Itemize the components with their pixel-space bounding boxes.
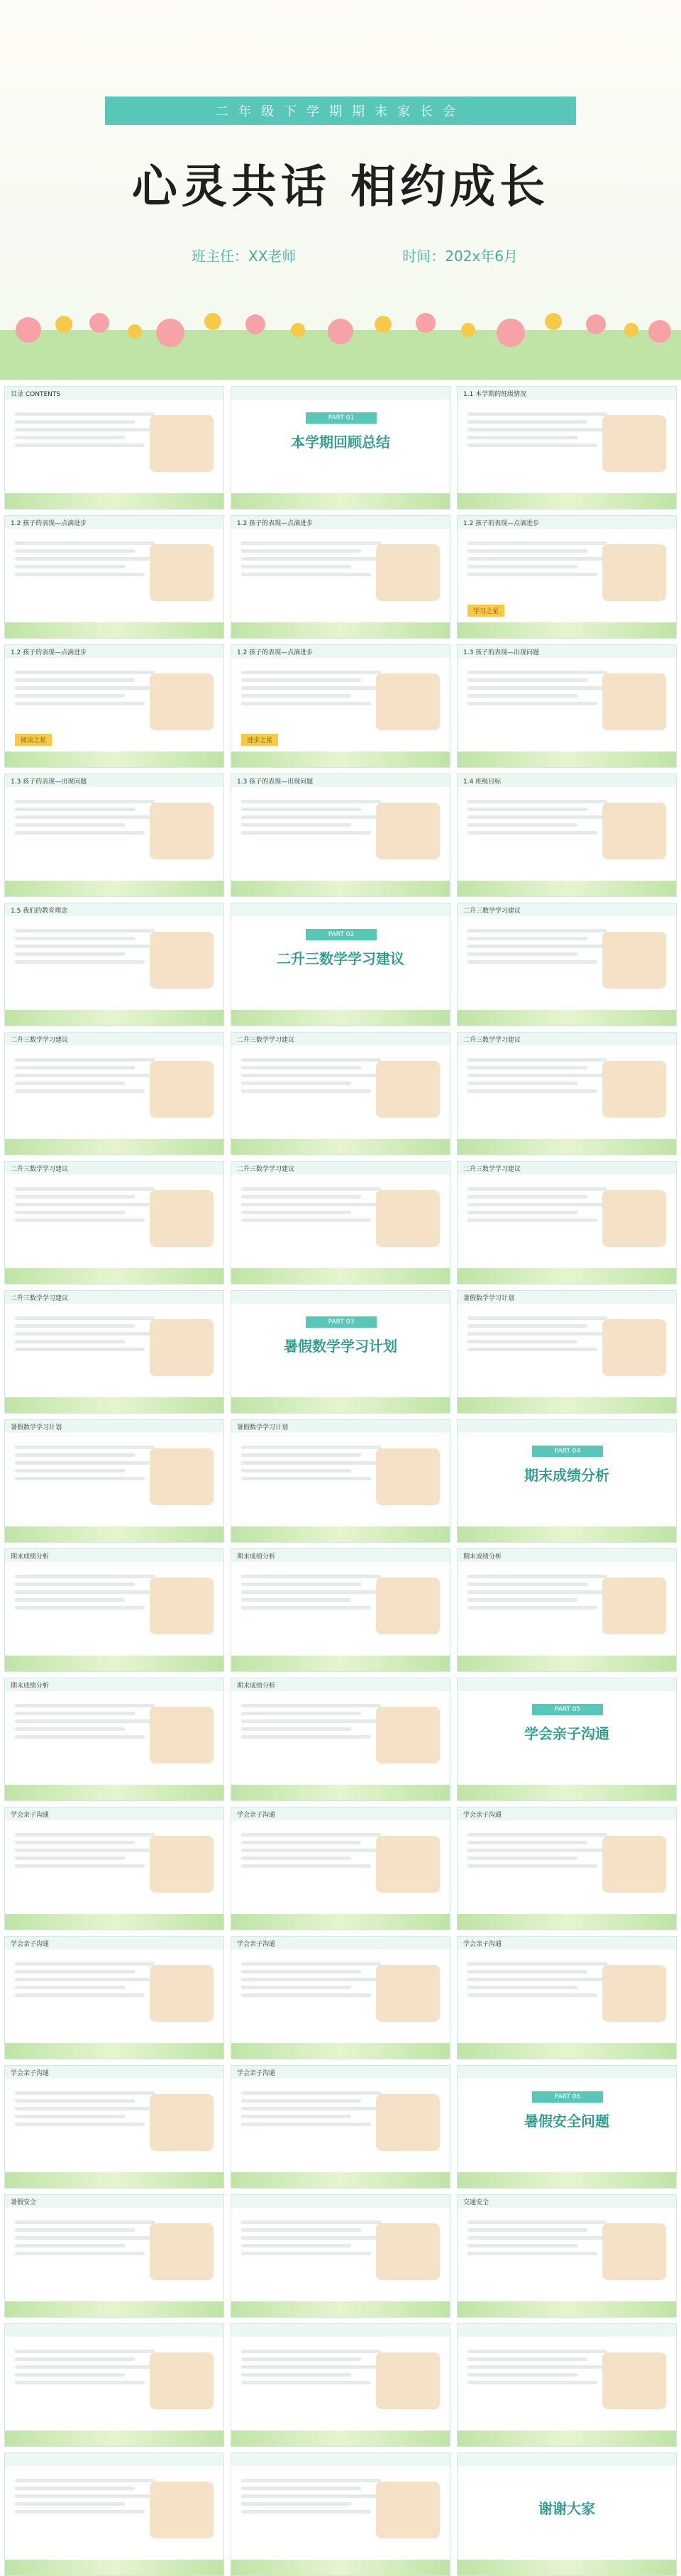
slide-title: 期末成绩分析 [11, 1683, 50, 1690]
illustration [150, 1448, 214, 1505]
slide-thumbnail[interactable] [457, 386, 677, 510]
slide-header-bar [231, 2324, 450, 2337]
slide-thumbnail[interactable] [457, 1419, 677, 1543]
grass-footer [458, 2431, 676, 2446]
illustration [602, 803, 666, 859]
slide-title: 二升三数学学习建议 [237, 1166, 295, 1173]
grass-footer [5, 2172, 223, 2188]
grass-footer [231, 2431, 450, 2446]
slide-header-bar [231, 387, 450, 400]
illustration [150, 1061, 214, 1118]
grass-footer [231, 1139, 450, 1155]
grass-footer [458, 2172, 676, 2188]
illustration [602, 415, 666, 472]
slide-title: 学会亲子沟通 [237, 2070, 276, 2077]
illustration [602, 673, 666, 730]
slide-title: 二升三数学学习建议 [463, 1166, 521, 1173]
grass-footer [231, 1010, 450, 1025]
section-heading: 暑假数学学习计划 [284, 1338, 397, 1355]
slide-thumbnail[interactable] [231, 1936, 450, 2059]
slide-thumbnail[interactable] [4, 644, 224, 768]
grass-footer [5, 493, 223, 509]
illustration [150, 2482, 214, 2538]
slide-header-bar [5, 2324, 223, 2337]
grass-footer [5, 1656, 223, 1671]
grass-footer [231, 881, 450, 896]
date-label: 时间：202x年6月 [402, 248, 518, 265]
slide-header-bar [458, 2324, 676, 2337]
slide-thumbnail[interactable] [457, 1548, 677, 1672]
grass-footer [231, 752, 450, 767]
slide-thumbnail[interactable] [231, 1807, 450, 1930]
grass-footer [5, 1268, 223, 1284]
grass-footer [5, 1397, 223, 1413]
slide-thumbnail[interactable] [457, 1807, 677, 1930]
grass-footer [458, 2301, 676, 2317]
slide-title: 1.2 孩子的表现—点滴进步 [11, 649, 87, 656]
slide-title: 学会亲子沟通 [11, 1812, 50, 1819]
slide-thumbnail[interactable] [231, 1032, 450, 1155]
slide-thumbnail[interactable] [231, 2323, 450, 2447]
part-badge: PART 06 [532, 2091, 603, 2103]
illustration [150, 1319, 214, 1376]
illustration [602, 1578, 666, 1634]
illustration [376, 2223, 440, 2280]
slide-title: 1.3 孩子的表现—出现问题 [237, 778, 314, 786]
illustration [602, 1836, 666, 1893]
slide-header-bar [5, 2195, 223, 2208]
slide-thumbnail-grid [4, 386, 677, 2576]
slide-title: 学会亲子沟通 [237, 1941, 276, 1948]
slide-header-bar [231, 2195, 450, 2208]
slide-thumbnail[interactable] [231, 644, 450, 768]
illustration [602, 1190, 666, 1247]
slide-thumbnail[interactable] [231, 386, 450, 510]
slide-title: 期末成绩分析 [237, 1683, 276, 1690]
slide-header-bar [458, 1420, 676, 1433]
illustration [150, 1707, 214, 1763]
slide-thumbnail[interactable] [4, 2453, 224, 2576]
slide-thumbnail[interactable] [457, 2194, 677, 2318]
grass-footer [458, 881, 676, 896]
slide-title: 1.3 孩子的表现—出现问题 [11, 778, 87, 786]
slide-thumbnail[interactable] [231, 2194, 450, 2318]
illustration [376, 1707, 440, 1763]
grass-footer [5, 752, 223, 767]
grass-footer [231, 1914, 450, 1930]
slide-title: 二升三数学学习建议 [11, 1295, 69, 1302]
slide-title: 二升三数学学习建议 [237, 1037, 295, 1044]
illustration [376, 2352, 440, 2409]
illustration [376, 2482, 440, 2538]
section-heading: 本学期回顾总结 [291, 434, 390, 451]
illustration [150, 2352, 214, 2409]
illustration [602, 1319, 666, 1376]
illustration [150, 2094, 214, 2151]
slide-thumbnail[interactable] [4, 1419, 224, 1543]
slide-header-bar [5, 2453, 223, 2466]
grass-footer [5, 2301, 223, 2317]
illustration [150, 2223, 214, 2280]
slide-header-bar [458, 2195, 676, 2208]
slide-title: 1.3 孩子的表现—出现问题 [463, 649, 540, 656]
slide-title: 1.2 孩子的表现—点滴进步 [237, 520, 314, 527]
grass-footer [231, 1397, 450, 1413]
slide-thumbnail[interactable] [457, 515, 677, 639]
slide-title: 1.5 我们的教育理念 [11, 908, 68, 915]
illustration [150, 1836, 214, 1893]
part-badge: PART 04 [532, 1446, 603, 1457]
illustration [376, 1190, 440, 1247]
title-slide [0, 0, 681, 380]
slide-thumbnail[interactable] [231, 774, 450, 897]
illustration [376, 1448, 440, 1505]
slide-title: 目录 CONTENTS [11, 391, 61, 398]
slide-title: 学会亲子沟通 [11, 2070, 50, 2077]
section-heading: 二升三数学学习建议 [277, 950, 404, 967]
slide-thumbnail[interactable] [231, 1419, 450, 1543]
slide-title: 二升三数学学习建议 [463, 908, 521, 915]
illustration [602, 1965, 666, 2022]
slide-thumbnail[interactable] [4, 1678, 224, 1801]
grass-footer [458, 1268, 676, 1284]
illustration [150, 673, 214, 730]
grass-footer [458, 1526, 676, 1542]
slide-title: 1.2 孩子的表现—点滴进步 [463, 520, 540, 527]
slide-thumbnail[interactable] [231, 2065, 450, 2189]
slide-title: 暑假数学学习计划 [11, 1424, 62, 1431]
illustration [150, 932, 214, 989]
slide-title: 暑假数学学习计划 [237, 1424, 289, 1431]
section-heading: 谢谢大家 [538, 2500, 595, 2517]
slide-thumbnail[interactable] [231, 1548, 450, 1672]
slide-header-bar [231, 1291, 450, 1304]
grass-footer [231, 2560, 450, 2575]
grass-footer [5, 622, 223, 638]
slide-thumbnail[interactable] [457, 1290, 677, 1414]
slide-thumbnail[interactable] [4, 1807, 224, 1930]
slide-title: 期末成绩分析 [463, 1553, 502, 1561]
illustration [150, 1190, 214, 1247]
slide-thumbnail[interactable] [457, 2453, 677, 2576]
illustration [602, 2223, 666, 2280]
grass-footer [458, 752, 676, 767]
slide-thumbnail[interactable] [457, 2065, 677, 2189]
slide-title: 二升三数学学习建议 [11, 1166, 69, 1173]
award-tag: 学习之星 [467, 605, 504, 617]
grass-footer [458, 1656, 676, 1671]
slide-thumbnail[interactable] [4, 1161, 224, 1284]
slide-header-bar [458, 1678, 676, 1691]
slide-title: 暑假安全 [11, 2199, 37, 2206]
slide-title: 学会亲子沟通 [463, 1941, 502, 1948]
slide-title: 学会亲子沟通 [463, 1812, 502, 1819]
slide-header-bar [458, 2453, 676, 2466]
main-title: 心灵共话 相约成长 [131, 160, 550, 214]
grass-footer [231, 1656, 450, 1671]
slide-thumbnail[interactable] [457, 774, 677, 897]
slide-thumbnail[interactable] [4, 2065, 224, 2189]
teacher-label: 班主任：XX老师 [192, 248, 297, 265]
slide-title: 学会亲子沟通 [237, 1812, 276, 1819]
slide-thumbnail[interactable] [457, 1161, 677, 1284]
award-tag: 进步之星 [241, 734, 278, 746]
grass-footer [458, 493, 676, 509]
section-heading: 期末成绩分析 [524, 1467, 609, 1484]
slide-thumbnail[interactable] [457, 644, 677, 768]
meta-row [192, 245, 518, 265]
grass-footer [231, 2301, 450, 2317]
slide-thumbnail[interactable] [231, 1290, 450, 1414]
grass-footer [231, 1526, 450, 1542]
illustration [602, 2352, 666, 2409]
slide-title: 二升三数学学习建议 [463, 1037, 521, 1044]
illustration [602, 544, 666, 601]
event-banner: 二年级下学期期末家长会 [105, 97, 576, 125]
grass-footer [458, 2043, 676, 2059]
slide-thumbnail[interactable] [457, 903, 677, 1026]
part-badge: PART 05 [532, 1704, 603, 1715]
slide-thumbnail[interactable] [231, 2453, 450, 2576]
illustration [376, 803, 440, 859]
illustration [150, 1965, 214, 2022]
slide-thumbnail[interactable] [4, 2323, 224, 2447]
slide-thumbnail[interactable] [4, 515, 224, 639]
part-badge: PART 03 [306, 1316, 377, 1328]
grass-footer [458, 1139, 676, 1155]
slide-title: 期末成绩分析 [11, 1553, 50, 1561]
grass-footer [5, 2043, 223, 2059]
illustration [150, 544, 214, 601]
slide-header-bar [458, 2066, 676, 2079]
slide-thumbnail[interactable] [4, 1548, 224, 1672]
illustration [376, 2094, 440, 2151]
section-heading: 暑假安全问题 [524, 2113, 609, 2130]
slide-thumbnail[interactable] [457, 1678, 677, 1801]
illustration [150, 1578, 214, 1634]
illustration [376, 544, 440, 601]
slide-thumbnail[interactable] [4, 1936, 224, 2059]
slide-title: 1.4 班级目标 [463, 778, 502, 786]
slide-thumbnail[interactable] [4, 1290, 224, 1414]
grass-footer [458, 1397, 676, 1413]
grass-footer [458, 1914, 676, 1930]
slide-thumbnail[interactable] [4, 774, 224, 897]
grass-footer [231, 1785, 450, 1800]
slide-thumbnail[interactable] [231, 1161, 450, 1284]
grass-footer [5, 1010, 223, 1025]
illustration [602, 1061, 666, 1118]
slide-thumbnail[interactable] [4, 2194, 224, 2318]
grass-footer [458, 1010, 676, 1025]
slide-title: 暑假数学学习计划 [463, 1295, 515, 1302]
illustration [602, 932, 666, 989]
slide-thumbnail[interactable] [457, 2323, 677, 2447]
slide-title: 二升三数学学习建议 [11, 1037, 69, 1044]
slide-title: 交通安全 [463, 2199, 489, 2206]
illustration [376, 1836, 440, 1893]
slide-title: 1.2 孩子的表现—点滴进步 [11, 520, 87, 527]
slide-thumbnail[interactable] [231, 903, 450, 1026]
grass-footer [231, 2172, 450, 2188]
slide-thumbnail[interactable] [457, 1032, 677, 1155]
slide-thumbnail[interactable] [4, 386, 224, 510]
grass-footer [231, 1268, 450, 1284]
slide-title: 期末成绩分析 [237, 1553, 276, 1561]
grass-footer [5, 2431, 223, 2446]
slide-title: 1.1 本学期的班级情况 [463, 391, 527, 398]
illustration [376, 1578, 440, 1634]
slide-thumbnail[interactable] [231, 1678, 450, 1801]
grass-footer [458, 622, 676, 638]
section-heading: 学会亲子沟通 [524, 1725, 609, 1742]
slide-header-bar [231, 903, 450, 916]
grass-footer [458, 2560, 676, 2575]
grass-footer [5, 1785, 223, 1800]
grass-footer [5, 1914, 223, 1930]
grass-footer [458, 1785, 676, 1800]
slide-title: 学会亲子沟通 [11, 1941, 50, 1948]
grass-footer [231, 2043, 450, 2059]
grass-footer [231, 622, 450, 638]
grass-footer [231, 493, 450, 509]
grass-footer [5, 1526, 223, 1542]
illustration [150, 415, 214, 472]
part-badge: PART 02 [306, 929, 377, 940]
award-tag: 阅读之星 [15, 734, 52, 746]
part-badge: PART 01 [306, 412, 377, 424]
grass-footer [5, 1139, 223, 1155]
slide-thumbnail[interactable] [457, 1936, 677, 2059]
illustration [376, 1965, 440, 2022]
slide-thumbnail[interactable] [231, 515, 450, 639]
grass-footer [5, 2560, 223, 2575]
slide-thumbnail[interactable] [4, 903, 224, 1026]
slide-title: 1.2 孩子的表现—点滴进步 [237, 649, 314, 656]
illustration [376, 1061, 440, 1118]
slide-thumbnail[interactable] [4, 1032, 224, 1155]
illustration [376, 673, 440, 730]
flower-border [0, 280, 681, 380]
illustration [150, 803, 214, 859]
grass-footer [5, 881, 223, 896]
slide-header-bar [231, 2453, 450, 2466]
